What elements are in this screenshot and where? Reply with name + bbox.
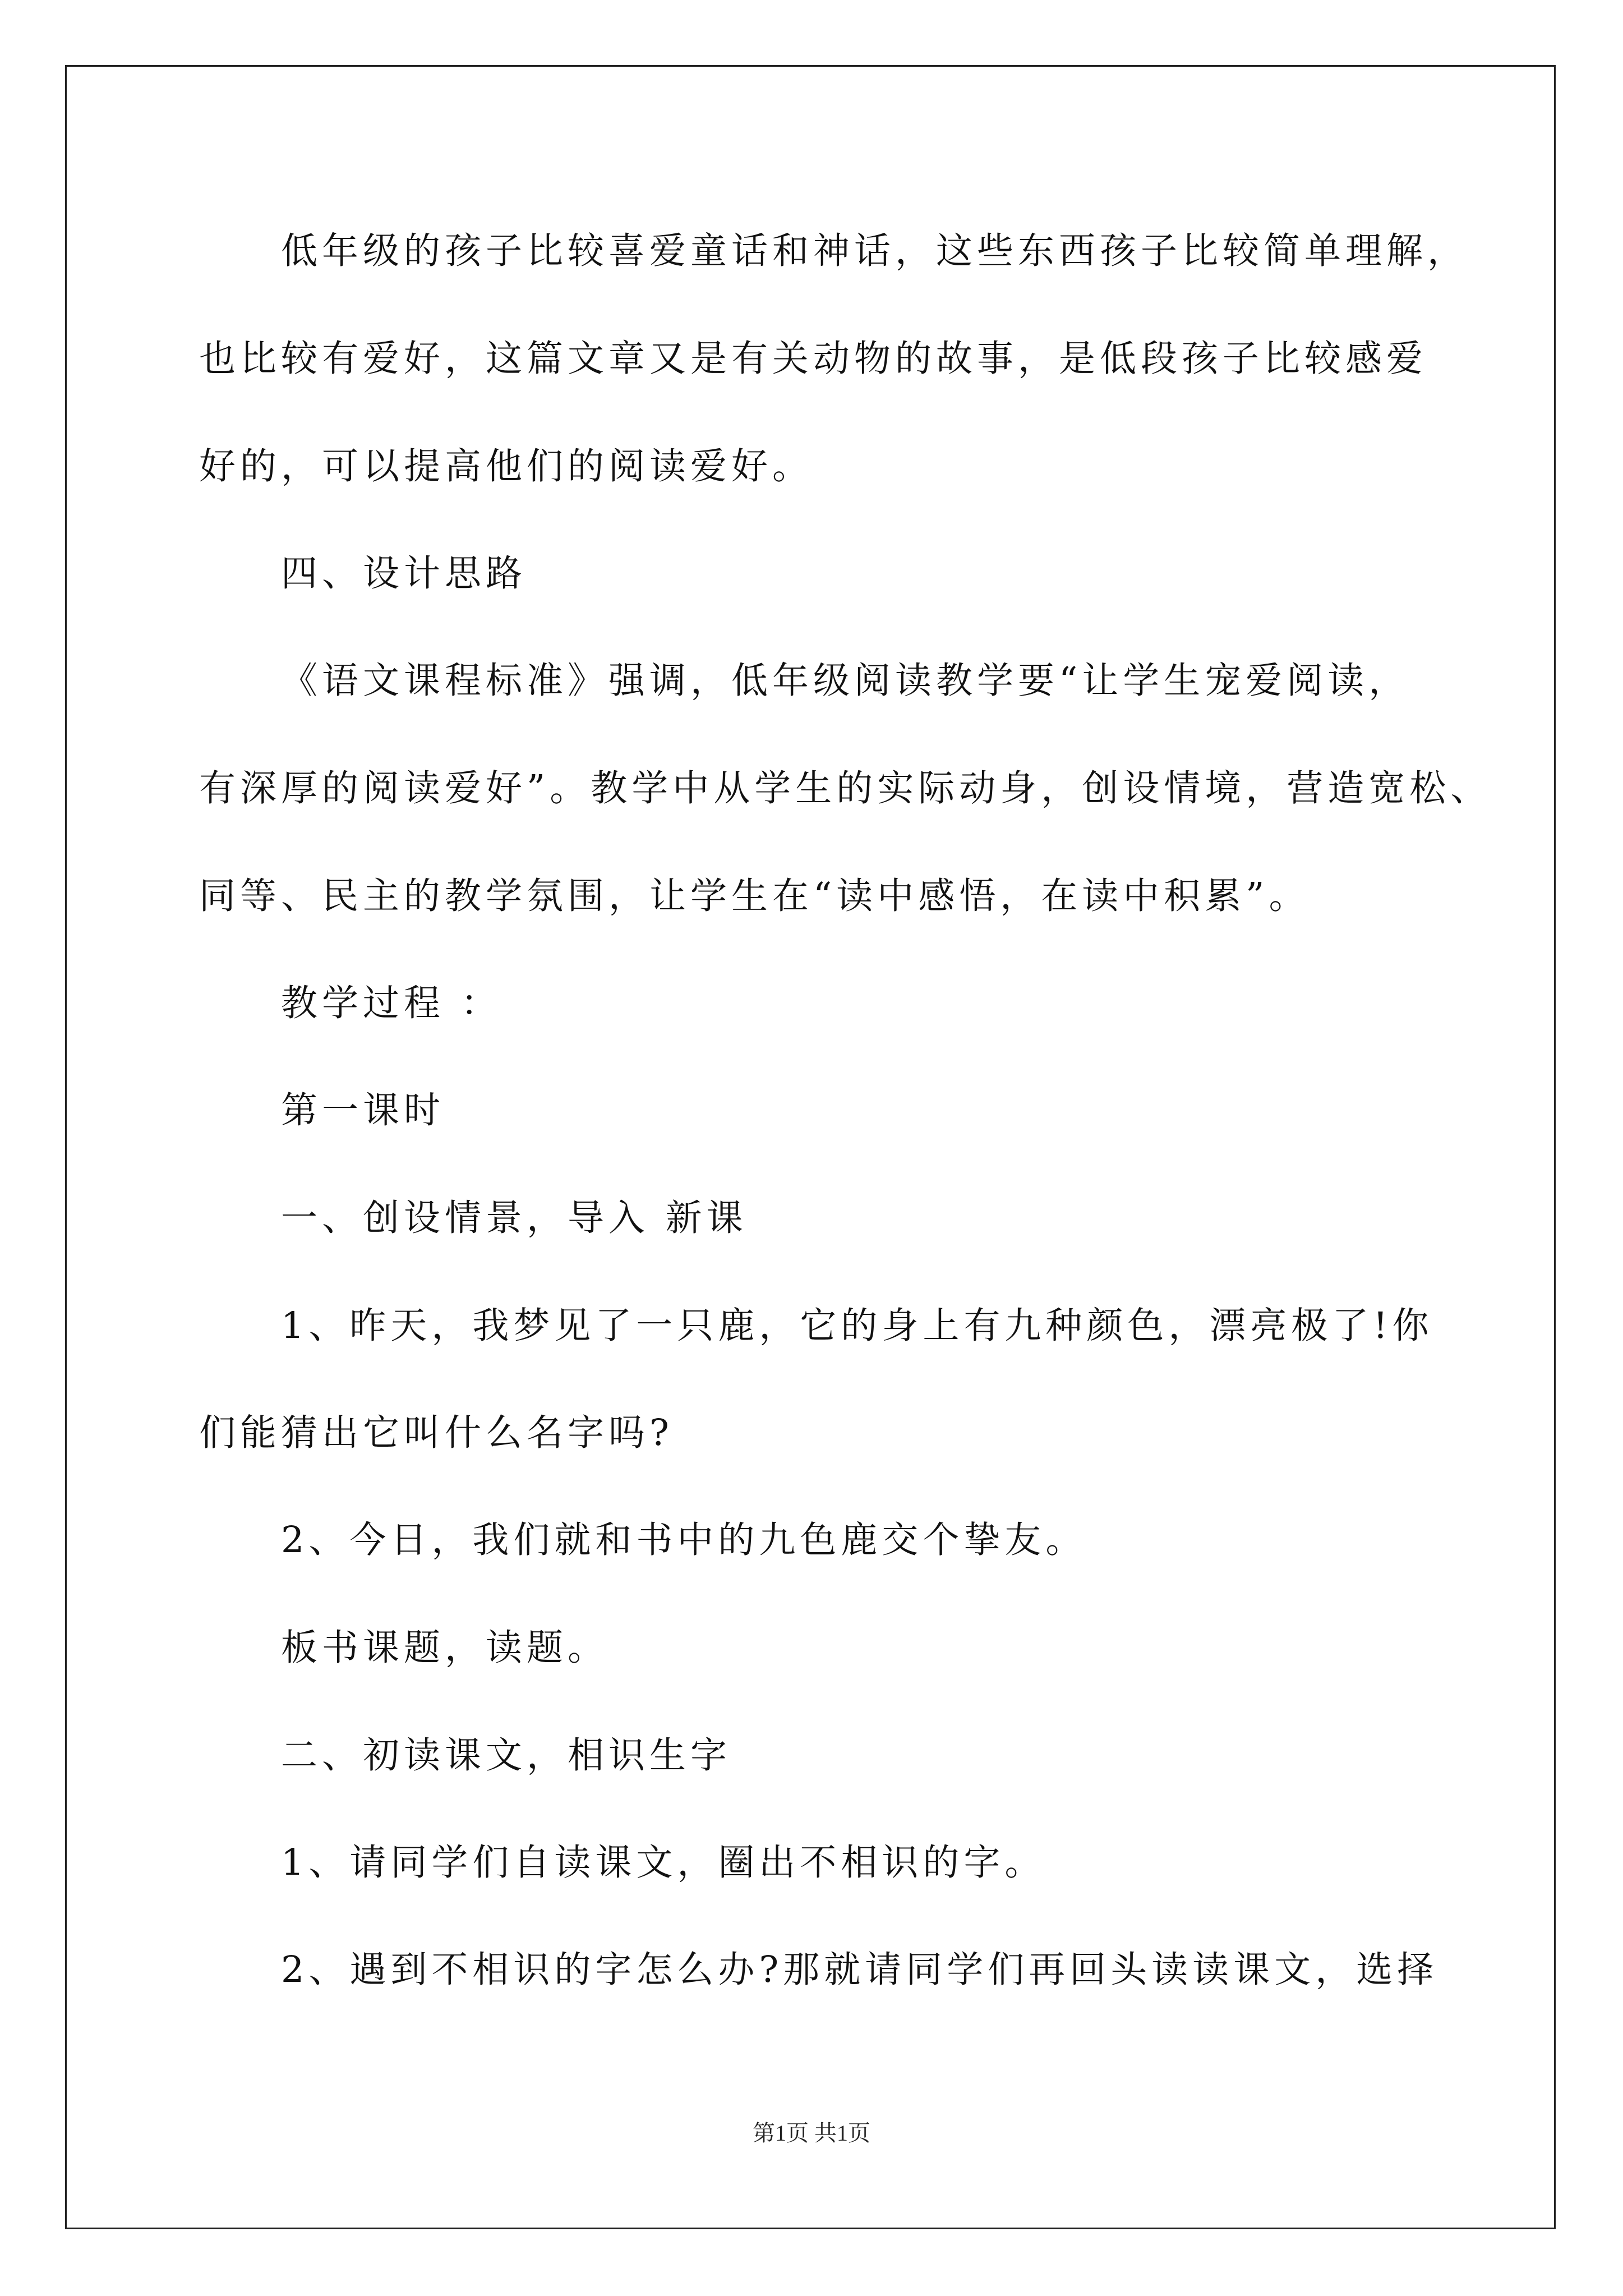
section-heading: 一、创设情景，导入 新课 (281, 1197, 748, 1239)
section-heading: 教学过程 ： (281, 982, 502, 1024)
paragraph-line: 板书课题，读题。 (281, 1627, 609, 1669)
paragraph-line: 有深厚的阅读爱好”。教学中从学生的实际动身，创设情境，营造宽松、 (199, 767, 1492, 809)
paragraph-line: 《语文课程标准》强调，低年级阅读教学要“让学生宠爱阅读， (281, 660, 1410, 702)
paragraph-line: 好的，可以提高他们的阅读爱好。 (199, 445, 814, 487)
paragraph-line: 们能猜出它叫什么名字吗? (199, 1412, 674, 1454)
section-heading: 第一课时 (281, 1089, 445, 1131)
section-heading: 四、设计思路 (281, 553, 527, 595)
paragraph-line: 也比较有爱好，这篇文章又是有关动物的故事，是低段孩子比较感爱 (199, 338, 1428, 380)
paragraph-line: 低年级的孩子比较喜爱童话和神话，这些东西孩子比较简单理解， (281, 230, 1469, 272)
paragraph-line: 2、今日，我们就和书中的九色鹿交个挚友。 (281, 1519, 1087, 1561)
paragraph-line: 1、昨天，我梦见了一只鹿，它的身上有九种颜色，漂亮极了!你 (281, 1305, 1433, 1347)
paragraph-line: 2、遇到不相识的字怎么办?那就请同学们再回头读读课文，选择 (281, 1949, 1438, 1991)
page-number-footer: 第1页 共1页 (753, 2120, 870, 2146)
paragraph-line: 同等、民主的教学氛围，让学生在“读中感悟，在读中积累”。 (199, 875, 1310, 917)
paragraph-line: 1、请同学们自读课文，圈出不相识的字。 (281, 1842, 1046, 1884)
page-border (65, 65, 1556, 2229)
section-heading: 二、初读课文，相识生字 (281, 1734, 732, 1777)
